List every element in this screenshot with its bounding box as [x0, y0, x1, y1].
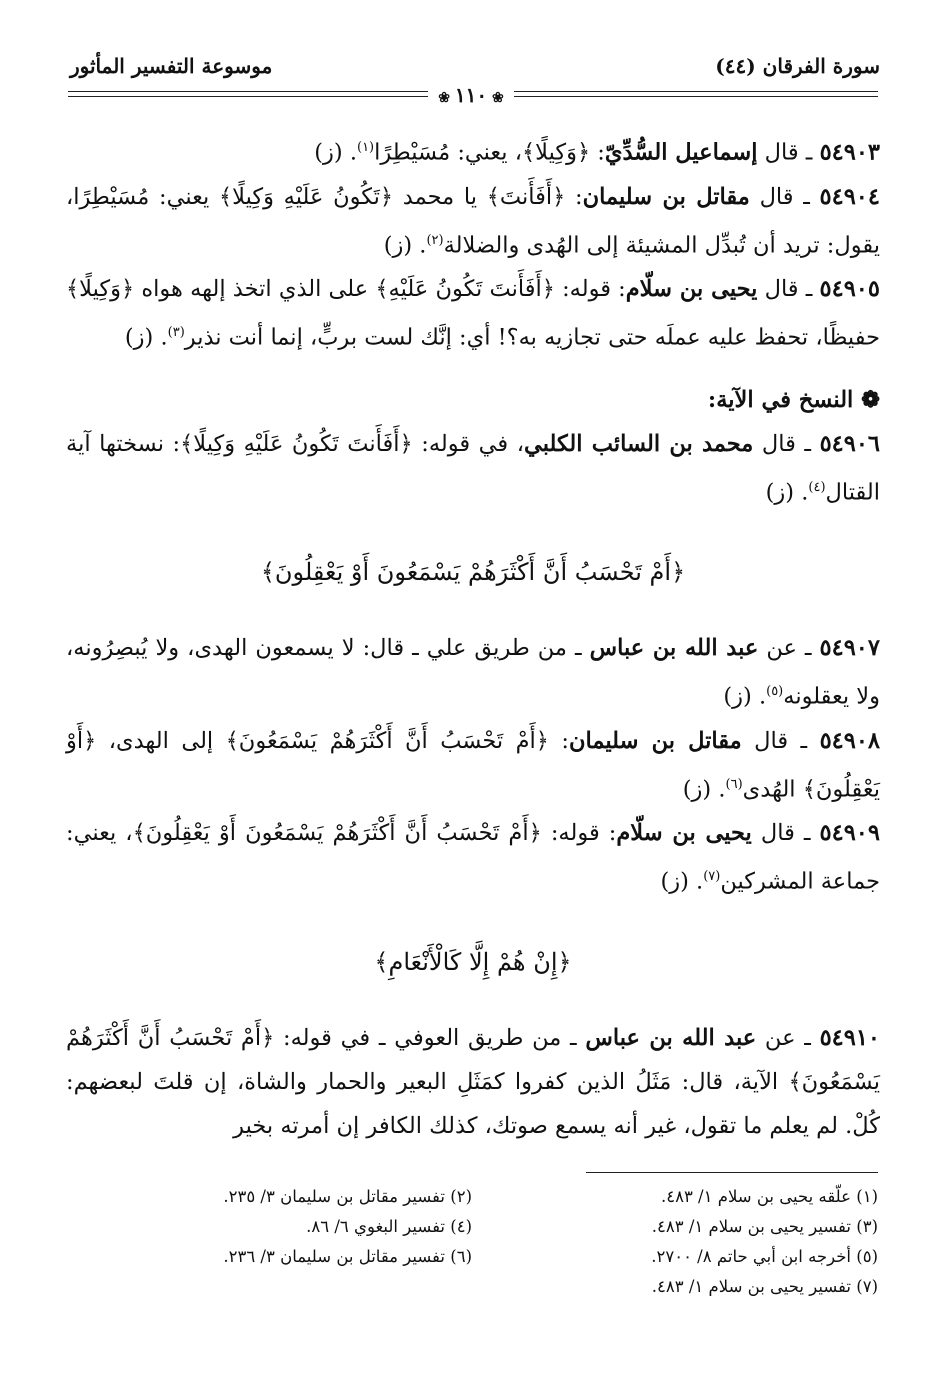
narrator-name: إسماعيل السُّدِّيّ [604, 139, 758, 166]
footnote-2: (٢) تفسير مقاتل بن سليمان ٣/ ٢٣٥. [223, 1187, 472, 1206]
narration-54909 [66, 811, 880, 904]
narration-text: ـ من طريق العوفي ـ في قوله: ﴿أَمْ تَحْسَبُ أَنَّ أَكْثَرَهُمْ يَسْمَعُونَ﴾ الآية، قال: مَثَلُ الذين كفروا كمَثَلِ البعير والحمار والشاة، إن قلتَ لبعضهم: كُلْ. لم يعلم ما تقول، غير أنه يسمع صوتك، كذلك الكافر إن أمرته بخير [66, 1024, 880, 1139]
narration-54907 [66, 626, 880, 719]
footnote-5: (٥) أخرجه ابن أبي حاتم ٨/ ٢٧٠٠. [651, 1247, 878, 1266]
dash: ـ [793, 183, 820, 210]
footnote-3: (٣) تفسير يحيى بن سلام ١/ ٤٨٣. [651, 1217, 878, 1236]
dash: ـ [798, 276, 820, 302]
narration-tail: . (ز) [765, 479, 809, 505]
quran-verse-heading: ﴿أَمْ تَحْسَبُ أَنَّ أَكْثَرَهُمْ يَسْمَعُونَ أَوْ يَعْقِلُونَ﴾ [260, 558, 686, 586]
narration-tail: . (ز) [660, 868, 704, 895]
narration-text: : ﴿أَمْ تَحْسَبُ أَنَّ أَكْثَرَهُمْ يَسْمَعُونَ﴾ إلى الهدى، ﴿أَوْ يَعْقِلُونَ﴾ الهُدى [66, 727, 880, 802]
narrator-name: يحيى بن سلّام [625, 276, 758, 302]
page-number [428, 84, 513, 109]
footnotes-left-column [66, 1182, 472, 1302]
narration-number: ٥٤٩٠٣ [819, 139, 880, 166]
footnote-7: (٧) تفسير يحيى بن سلام ١/ ٤٨٣. [651, 1277, 878, 1296]
dash: ـ [798, 139, 820, 166]
footnote-1: (١) علّقه يحيى بن سلام ١/ ٤٨٣. [660, 1187, 878, 1206]
footnote-ref: (١) [356, 140, 375, 155]
narration-54904 [66, 175, 880, 268]
page-number-text: ١١٠ [454, 83, 488, 107]
dash: ـ [794, 820, 820, 846]
footnote-ref: (٧) [703, 869, 721, 884]
narration-text: : ﴿أَفَأَنتَ﴾ يا محمد ﴿تَكُونُ عَلَيْهِ وَكِيلًا﴾ يعني: مُسَيْطِرًا، يقول: تريد أن تُبدِّل المشيئة إلى الهُدى والضلالة [66, 183, 880, 258]
narration-intro: قال [751, 820, 795, 846]
footnote-6: (٦) تفسير مقاتل بن سليمان ٣/ ٢٣٦. [223, 1247, 472, 1266]
narration-intro: عن [758, 635, 797, 661]
narration-number: ٥٤٩٠٦ [819, 430, 880, 457]
quran-verse-heading-2: ﴿إِنْ هُمْ إِلَّا كَالْأَنْعَامِ﴾ [374, 947, 572, 976]
narration-54906 [66, 422, 880, 515]
narration-tail: . (ز) [314, 139, 357, 166]
footnote-4: (٤) تفسير البغوي ٦/ ٨٦. [306, 1217, 472, 1236]
narration-54910 [66, 1016, 880, 1148]
footnote-ref: (٥) [766, 684, 784, 699]
footnote-ref: (٣) [167, 325, 185, 340]
narration-intro: قال [753, 430, 796, 457]
narration-tail: . (ز) [682, 776, 726, 802]
narration-54903 [66, 126, 880, 175]
narrator-name: مقاتل بن سليمان [582, 183, 750, 210]
dash: ـ [788, 727, 820, 754]
narration-number: ٥٤٩٠٩ [819, 820, 880, 846]
footnote-ref: (٦) [725, 776, 743, 792]
footnote-ref: (٢) [426, 232, 444, 248]
dash: ـ [795, 1024, 820, 1051]
dash: ـ [795, 430, 820, 457]
narration-tail: . (ز) [723, 683, 767, 710]
narration-intro: قال [757, 139, 799, 166]
dash: ـ [796, 635, 820, 661]
narration-intro: عن [756, 1024, 796, 1051]
section-heading: ❁ النسخ في الآية: [707, 386, 880, 413]
narration-text: : ﴿وَكِيلًا﴾، يعني: مُسَيْطِرًا [374, 139, 605, 166]
footnotes [66, 1182, 878, 1302]
narration-intro: قال [749, 183, 794, 210]
narration-text: : قوله: ﴿أَفَأَنتَ تَكُونُ عَلَيْهِ﴾ على الذي اتخذ إلهه هواه ﴿وَكِيلًا﴾ حفيظًا، تحفظ عليه عملَه حتى تجازيه به؟! أي: إنَّك لست بربٍّ، إنما أنت نذير [66, 276, 880, 351]
narration-intro: قال [741, 727, 789, 754]
narration-text: ـ من طريق علي ـ قال: لا يسمعون الهدى، ولا يُبصِرُونه، ولا يعقلونه [66, 635, 880, 710]
narration-tail: . (ز) [383, 232, 427, 258]
ornament-icon: ❀ [438, 90, 455, 106]
page-number-wrap [0, 84, 942, 109]
footnotes-right-column [472, 1182, 878, 1302]
narration-text: ، في قوله: ﴿أَفَأَنتَ تَكُونُ عَلَيْهِ وَكِيلًا﴾: نسختها آية القتال [66, 430, 880, 505]
narration-number: ٥٤٩٠٧ [819, 635, 880, 661]
narration-number: ٥٤٩٠٥ [819, 276, 880, 302]
main-text [66, 126, 880, 1148]
narration-text: : قوله: ﴿أَمْ تَحْسَبُ أَنَّ أَكْثَرَهُمْ يَسْمَعُونَ أَوْ يَعْقِلُونَ﴾، يعني: جماعة المشركين [66, 820, 880, 895]
narrator-name: عبد الله بن عباس [585, 1024, 757, 1051]
narrator-name: مقاتل بن سليمان [569, 727, 742, 754]
ornament-icon: ❀ [487, 90, 504, 106]
narration-54908 [66, 719, 880, 812]
narration-54905 [66, 267, 880, 360]
narration-tail: . (ز) [124, 324, 168, 351]
narration-intro: قال [757, 276, 799, 302]
footnote-ref: (٤) [808, 479, 826, 495]
narrator-name: يحيى بن سلّام [616, 820, 752, 846]
narration-number: ٥٤٩١٠ [819, 1024, 880, 1051]
narration-number: ٥٤٩٠٨ [819, 727, 880, 754]
surah-header: سورة الفرقان (٤٤) [715, 54, 880, 78]
book-title-header: موسوعة التفسير المأثور [70, 54, 273, 78]
narrator-name: محمد بن السائب الكلبي [523, 430, 754, 457]
footnote-rule [586, 1172, 878, 1173]
narration-number: ٥٤٩٠٤ [819, 183, 880, 210]
narrator-name: عبد الله بن عباس [589, 635, 759, 661]
